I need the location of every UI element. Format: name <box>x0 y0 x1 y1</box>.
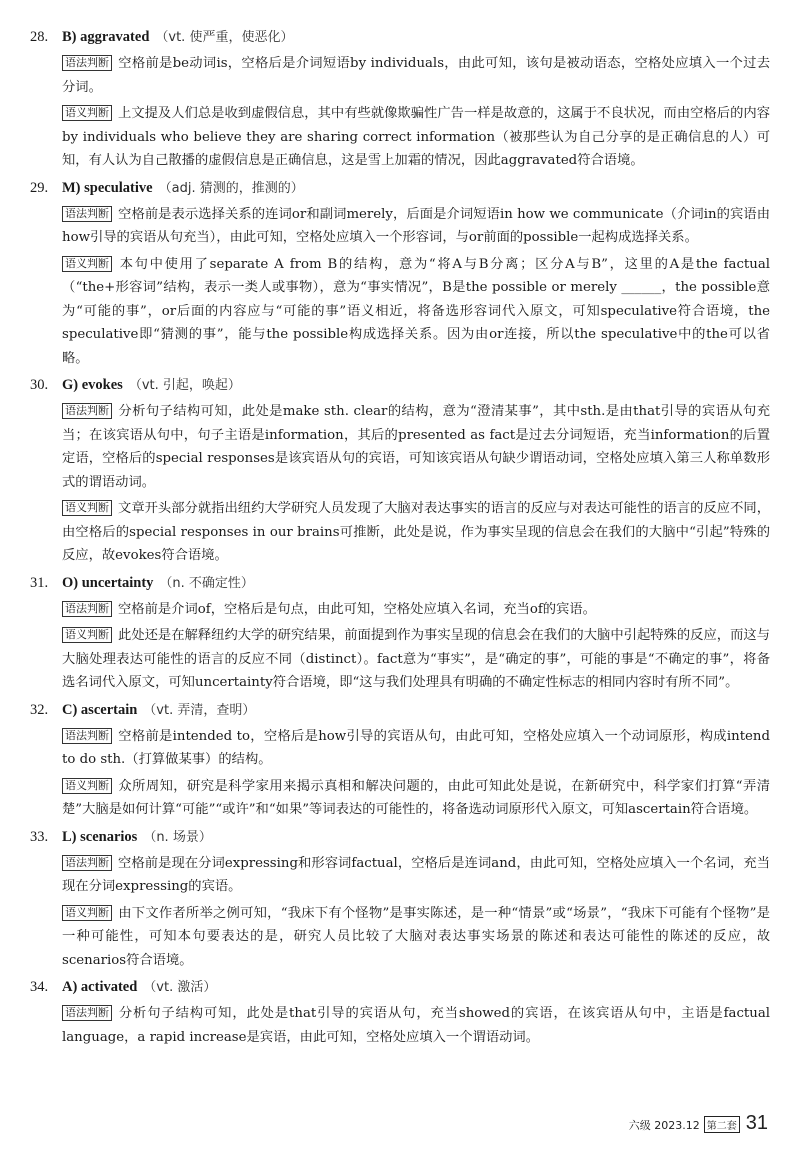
explanation-text: 分析句子结构可知，此处是that引导的宾语从句，充当showed的宾语，在该宾语从句中，主语是factual language，a rapid increase是宾语，由此可知，空格处应填入一个谓语动词。 <box>62 1006 770 1045</box>
judgment-tag: 语义判断 <box>62 256 112 272</box>
judgment-tag: 语法判断 <box>62 601 112 617</box>
explanation-text: 文章开头部分就指出纽约大学研究人员发现了大脑对表达事实的语言的反应与对表达可能性的语言的反应不同，由空格后的special responses in our brains可推断，此处是说，作为事实呈现的信息会在我们的大脑中“引起”特殊的反应，故evokes符合语境。 <box>62 501 770 563</box>
answer-entry <box>30 699 770 822</box>
answer-word: C) ascertain <box>62 701 138 718</box>
judgment-tag: 语法判断 <box>62 206 112 222</box>
explanation-paragraph <box>62 598 770 622</box>
answer-entry <box>30 976 770 1049</box>
answer-word: L) scenarios <box>62 828 138 845</box>
explanation-text: 上文提及人们总是收到虚假信息，其中有些就像欺骗性广告一样是故意的，这属于不良状况，而由空格后的内容by individuals who believe they are sharing correct information（被那些认为自己分享的是正确信息的人）可知，有人认为自己散播的虚假信息是正确信息，这是雪上加霜的情况，因此aggravated符合语境。 <box>62 106 770 168</box>
judgment-tag: 语义判断 <box>62 500 112 516</box>
question-number: 31. <box>30 574 49 591</box>
entry-heading <box>30 177 770 200</box>
entry-heading <box>30 26 770 49</box>
answer-entry <box>30 374 770 568</box>
judgment-tag: 语法判断 <box>62 403 112 419</box>
answer-word: B) aggravated <box>62 29 150 45</box>
judgment-tag: 语义判断 <box>62 627 112 643</box>
answer-word: M) speculative <box>62 179 153 196</box>
part-of-speech-gloss: （adj. 猜测的，推测的） <box>158 180 304 196</box>
answer-word: A) activated <box>62 979 138 995</box>
explanation-paragraph <box>62 725 770 772</box>
explanation-paragraph <box>62 497 770 568</box>
entry-heading <box>30 976 770 999</box>
question-number: 30. <box>30 377 49 393</box>
explanation-text: 空格前是be动词is，空格后是介词短语by individuals，由此可知，该句是被动语态，空格处应填入一个过去分词。 <box>62 56 770 95</box>
answer-entry <box>30 177 770 371</box>
entry-heading <box>30 374 770 397</box>
footer-edition-badge: 第二套 <box>704 1116 740 1133</box>
answer-entry <box>30 572 770 695</box>
judgment-tag: 语义判断 <box>62 105 112 121</box>
judgment-tag: 语法判断 <box>62 855 112 871</box>
question-number: 28. <box>30 29 49 45</box>
explanation-paragraph <box>62 852 770 899</box>
part-of-speech-gloss: （vt. 使严重，使恶化） <box>155 30 294 45</box>
part-of-speech-gloss: （vt. 激活） <box>143 980 217 995</box>
explanation-paragraph <box>62 203 770 250</box>
explanation-text: 空格前是intended to，空格后是how引导的宾语从句，由此可知，空格处应填入一个动词原形，构成intend to do sth.（打算做某事）的结构。 <box>62 728 770 767</box>
explanation-paragraph <box>62 1002 770 1049</box>
explanation-paragraph <box>62 52 770 99</box>
explanation-text: 由下文作者所举之例可知，“我床下有个怪物”是事实陈述，是一种“情景”或“场景”，“我床下可能有个怪物”是一种可能性，可知本句要表达的是，研究人员比较了大脑对表达事实场景的陈述和表达可能性的陈述的反应，故scenarios符合语境。 <box>62 905 770 968</box>
answer-entry <box>30 826 770 973</box>
question-number: 33. <box>30 828 49 845</box>
explanation-text: 本句中使用了separate A from B的结构，意为“将A与B分离；区分A与B”，这里的A是the factual（“the+形容词”结构，表示一类人或事物），意为“事实情况”，B是the possible or merely ______，the possible意为“可能的事”，or后面的内容应与“可能的事”语义相近，将备选形容词代入原文，可知speculative符合语境，the speculative即“猜测的事”，能与the possible构成选择关系。因为由or连接，所以the speculative中的the可以省略。 <box>62 256 770 366</box>
explanation-paragraph <box>62 102 770 173</box>
answer-explanations <box>30 26 770 1053</box>
answer-word: O) uncertainty <box>62 574 154 591</box>
judgment-tag: 语法判断 <box>62 728 112 744</box>
part-of-speech-gloss: （n. 场景） <box>143 829 212 845</box>
explanation-text: 分析句子结构可知，此处是make sth. clear的结构，意为“澄清某事”，其中sth.是由that引导的宾语从句充当；在该宾语从句中，句子主语是information，其后的presented as fact是过去分词短语，充当information的后置定语，空格后的special responses是该宾语从句的宾语，可知该宾语从句缺少谓语动词，空格处应填入第三人称单数形式的谓语动词。 <box>62 404 770 490</box>
question-number: 29. <box>30 179 49 196</box>
entry-heading <box>30 826 770 849</box>
judgment-tag: 语义判断 <box>62 905 112 921</box>
entry-heading <box>30 699 770 722</box>
explanation-paragraph <box>62 253 770 371</box>
question-number: 32. <box>30 701 49 718</box>
question-number: 34. <box>30 979 49 995</box>
explanation-text: 空格前是现在分词expressing和形容词factual，空格后是连词and，由此可知，空格处应填入一个名词，充当现在分词expressing的宾语。 <box>62 855 770 894</box>
explanation-paragraph <box>62 902 770 973</box>
explanation-text: 空格前是介词of，空格后是句点，由此可知，空格处应填入名词，充当of的宾语。 <box>118 601 596 617</box>
part-of-speech-gloss: （vt. 引起，唤起） <box>128 378 241 393</box>
explanation-paragraph <box>62 775 770 822</box>
part-of-speech-gloss: （vt. 弄清，查明） <box>143 702 256 718</box>
explanation-paragraph <box>62 400 770 494</box>
explanation-text: 此处还是在解释纽约大学的研究结果，前面提到作为事实呈现的信息会在我们的大脑中引起特殊的反应，而这与大脑处理表达可能性的语言的反应不同（distinct）。fact意为“事实”，是“确定的事”，可能的事是“不确定的事”，将备选名词代入原文，可知uncertainty符合语境，即“这与我们处理具有明确的不确定性标志的相同内容时有所不同”。 <box>62 628 770 690</box>
footer-series: 六级 2023.12 <box>628 1119 700 1132</box>
explanation-text: 众所周知，研究是科学家用来揭示真相和解决问题的，由此可知此处是说，在新研究中，科学家们打算“弄清楚”大脑是如何计算“可能”“或许”和“如果”等词表达的可能性的，将备选动词原形代入原文，可知ascertain符合语境。 <box>62 778 770 817</box>
explanation-paragraph <box>62 624 770 695</box>
judgment-tag: 语义判断 <box>62 778 112 794</box>
part-of-speech-gloss: （n. 不确定性） <box>159 575 254 591</box>
judgment-tag: 语法判断 <box>62 1005 112 1021</box>
page-number: 31 <box>745 1112 768 1134</box>
page-footer <box>629 1112 768 1135</box>
explanation-text: 空格前是表示选择关系的连词or和副词merely，后面是介词短语in how we communicate（介词in的宾语由how引导的宾语从句充当），由此可知，空格处应填入一个形容词，与or前面的possible一起构成选择关系。 <box>62 206 770 245</box>
entry-heading <box>30 572 770 595</box>
answer-word: G) evokes <box>62 377 123 393</box>
answer-entry <box>30 26 770 173</box>
judgment-tag: 语法判断 <box>62 55 112 71</box>
